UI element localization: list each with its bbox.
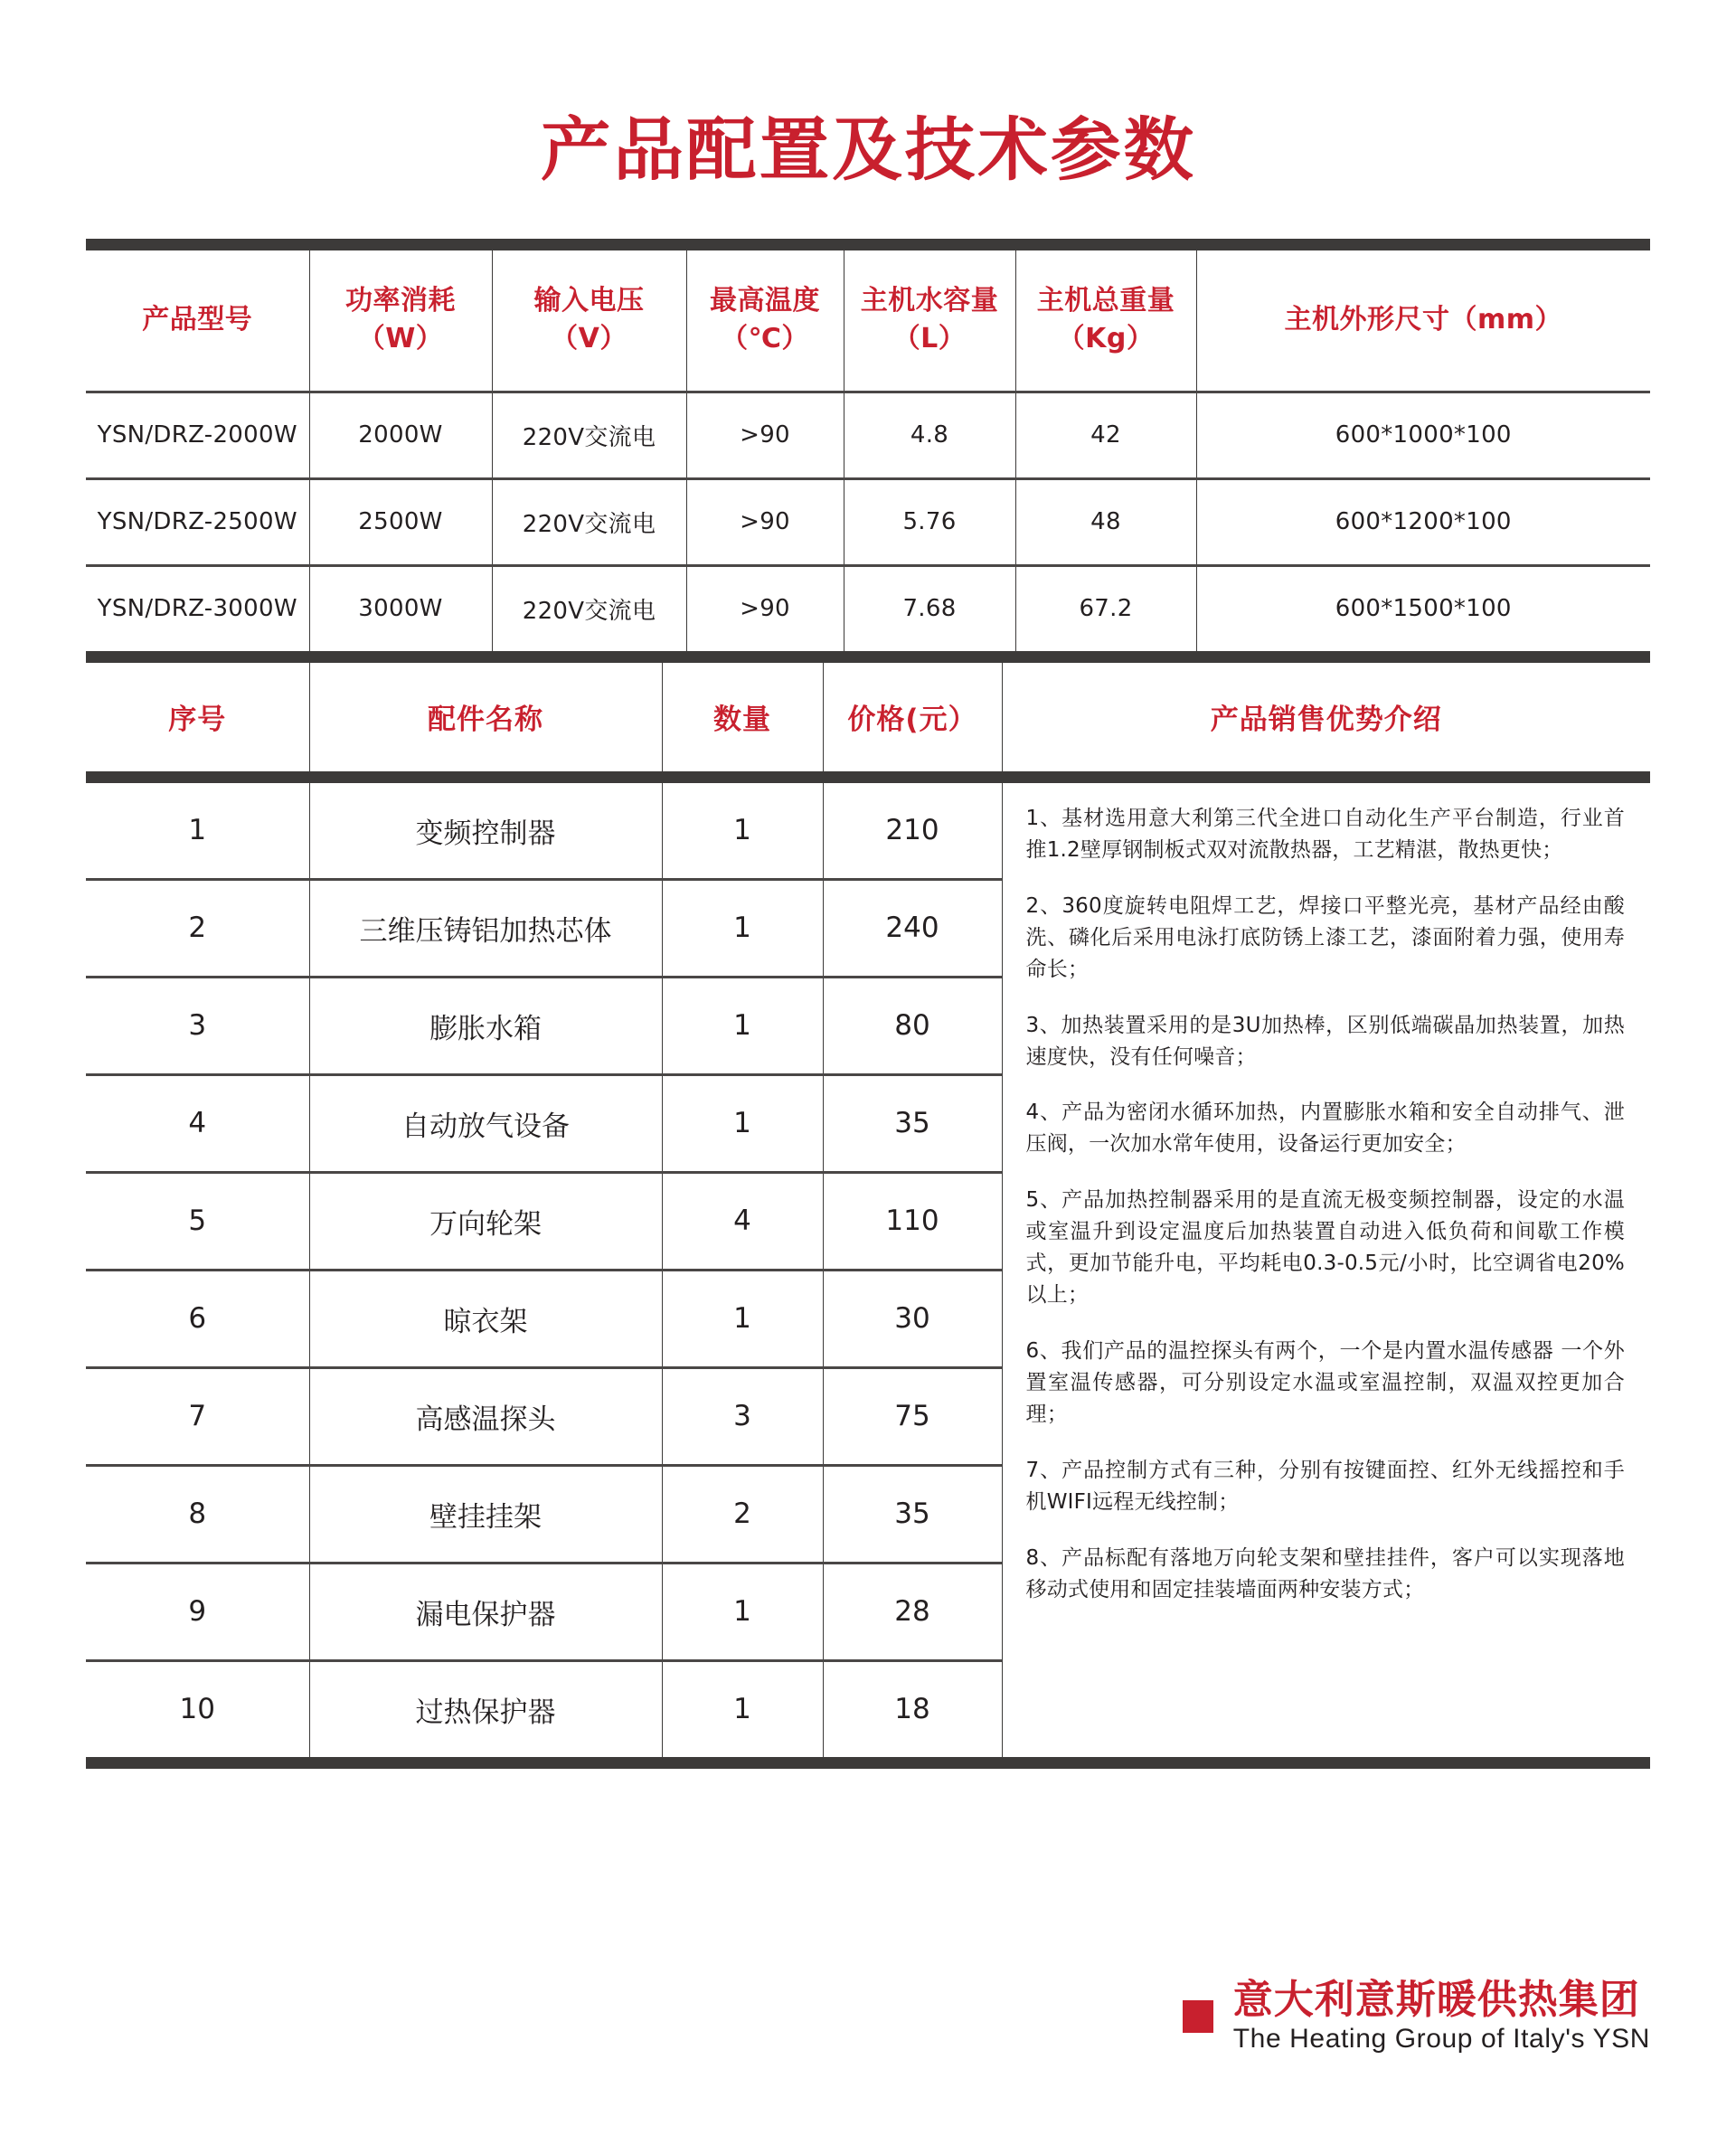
spec-cell-model: YSN/DRZ-2500W — [86, 480, 309, 564]
spec-cell-weight: 67.2 — [1015, 567, 1196, 651]
spec-cell-power: 2000W — [309, 393, 492, 477]
parts-header-index: 序号 — [86, 663, 309, 771]
parts-cell-qty: 3 — [662, 1369, 823, 1464]
logo-text-block — [1232, 1977, 1650, 2054]
table-row — [86, 783, 1650, 878]
parts-cell-qty: 1 — [662, 978, 823, 1073]
spec-table-body-3 — [86, 567, 1650, 651]
parts-cell-price: 210 — [823, 783, 1002, 878]
parts-cell-price: 240 — [823, 881, 1002, 976]
spec-table-top-rule — [86, 239, 1650, 250]
parts-cell-index: 7 — [86, 1369, 309, 1464]
parts-cell-name: 万向轮架 — [309, 1174, 662, 1269]
spec-table — [86, 250, 1650, 391]
spec-header-dimensions: 主机外形尺寸（mm） — [1196, 250, 1650, 391]
parts-cell-price: 110 — [823, 1174, 1002, 1269]
spec-cell-dimensions: 600*1000*100 — [1196, 393, 1650, 477]
spec-cell-water-capacity: 5.76 — [844, 480, 1015, 564]
parts-cell-price: 80 — [823, 978, 1002, 1073]
parts-cell-name: 高感温探头 — [309, 1369, 662, 1464]
advantage-item: 2、360度旋转电阻焊工艺，焊接口平整光亮，基材产品经由酸洗、磷化后采用电泳打底防锈上漆工艺，漆面附着力强，使用寿命长； — [1025, 893, 1625, 981]
parts-cell-name: 过热保护器 — [309, 1662, 662, 1757]
advantage-item: 3、加热装置采用的是3U加热棒，区别低端碳晶加热装置，加热速度快，没有任何噪音； — [1025, 1013, 1625, 1069]
spec-cell-model: YSN/DRZ-3000W — [86, 567, 309, 651]
parts-cell-name: 自动放气设备 — [309, 1076, 662, 1171]
parts-cell-qty: 1 — [662, 1076, 823, 1171]
parts-cell-qty: 1 — [662, 783, 823, 878]
spec-table-body-1 — [86, 393, 1650, 477]
spec-cell-voltage: 220V交流电 — [492, 480, 686, 564]
spec-cell-water-capacity: 7.68 — [844, 567, 1015, 651]
advantage-item: 4、产品为密闭水循环加热，内置膨胀水箱和安全自动排气、泄压阀，一次加水常年使用，设备运行更加安全； — [1025, 1101, 1625, 1157]
company-name-cn: 意大利意斯暖供热集团 — [1232, 1977, 1640, 2023]
parts-cell-qty: 1 — [662, 1564, 823, 1659]
parts-cell-index: 3 — [86, 978, 309, 1073]
spec-header-power: 功率消耗 （W） — [309, 250, 492, 391]
advantage-item: 6、我们产品的温控探头有两个，一个是内置水温传感器 一个外置室温传感器，可分别设定水温或室温控制，双温双控更加合理； — [1025, 1339, 1625, 1427]
spec-cell-max-temp: >90 — [686, 393, 844, 477]
parts-cell-price: 75 — [823, 1369, 1002, 1464]
parts-header-bottom-rule — [86, 771, 1650, 783]
advantage-item: 8、产品标配有落地万向轮支架和壁挂挂件，客户可以实现落地移动式使用和固定挂装墙面两种安装方式； — [1025, 1545, 1625, 1601]
table-row — [86, 393, 1650, 477]
table-row — [86, 480, 1650, 564]
parts-cell-price: 18 — [823, 1662, 1002, 1757]
parts-cell-index: 9 — [86, 1564, 309, 1659]
parts-cell-index: 5 — [86, 1174, 309, 1269]
spec-cell-voltage: 220V交流电 — [492, 393, 686, 477]
advantage-item: 1、基材选用意大利第三代全进口自动化生产平台制造，行业首推1.2壁厚钢制板式双对流散热器，工艺精湛，散热更快； — [1025, 806, 1625, 862]
parts-cell-name: 漏电保护器 — [309, 1564, 662, 1659]
parts-table-header — [86, 663, 1650, 771]
footer-logo — [1183, 1977, 1650, 2054]
spec-cell-weight: 48 — [1015, 480, 1196, 564]
spec-cell-model: YSN/DRZ-2000W — [86, 393, 309, 477]
parts-cell-qty: 1 — [662, 1271, 823, 1366]
spec-cell-power: 3000W — [309, 567, 492, 651]
spec-table-body-2 — [86, 480, 1650, 564]
spec-cell-voltage: 220V交流电 — [492, 567, 686, 651]
advantage-item: 5、产品加热控制器采用的是直流无极变频控制器，设定的水温或室温升到设定温度后加热装置自动进入低负荷和间歇工作模式，更加节能升电，平均耗电0.3-0.5元/小时，比空调省电20%以上； — [1025, 1188, 1625, 1308]
parts-cell-index: 4 — [86, 1076, 309, 1171]
spec-header-weight: 主机总重量 （Kg） — [1015, 250, 1196, 391]
parts-cell-index: 1 — [86, 783, 309, 878]
parts-cell-index: 10 — [86, 1662, 309, 1757]
spec-table-header-row — [86, 250, 1650, 391]
parts-table — [86, 783, 1650, 1757]
parts-header-price: 价格(元） — [823, 663, 1002, 771]
spec-cell-max-temp: >90 — [686, 480, 844, 564]
parts-cell-index: 6 — [86, 1271, 309, 1366]
spec-header-voltage: 输入电压 （V） — [492, 250, 686, 391]
parts-header-advantages: 产品销售优势介绍 — [1002, 663, 1650, 771]
parts-cell-qty: 1 — [662, 881, 823, 976]
spec-cell-weight: 42 — [1015, 393, 1196, 477]
parts-cell-qty: 4 — [662, 1174, 823, 1269]
company-name-en: The Heating Group of Italy's YSN — [1232, 2024, 1650, 2054]
advantage-item: 7、产品控制方式有三种，分别有按键面控、红外无线摇控和手机WIFI远程无线控制； — [1025, 1459, 1625, 1514]
spec-header-max-temp: 最高温度 （℃） — [686, 250, 844, 391]
parts-cell-qty: 2 — [662, 1467, 823, 1562]
parts-cell-price: 28 — [823, 1564, 1002, 1659]
page-title-container — [86, 0, 1650, 239]
spec-header-model: 产品型号 — [86, 250, 309, 391]
parts-header-name: 配件名称 — [309, 663, 662, 771]
parts-cell-price: 35 — [823, 1467, 1002, 1562]
spec-cell-dimensions: 600*1200*100 — [1196, 480, 1650, 564]
parts-cell-name: 膨胀水箱 — [309, 978, 662, 1073]
spec-header-water-capacity: 主机水容量 （L） — [844, 250, 1015, 391]
parts-cell-name: 晾衣架 — [309, 1271, 662, 1366]
page-title: 产品配置及技术参数 — [540, 109, 1196, 190]
parts-table-header-row — [86, 663, 1650, 771]
parts-cell-name: 变频控制器 — [309, 783, 662, 878]
parts-cell-index: 2 — [86, 881, 309, 976]
parts-cell-price: 30 — [823, 1271, 1002, 1366]
parts-cell-qty: 1 — [662, 1662, 823, 1757]
spec-cell-water-capacity: 4.8 — [844, 393, 1015, 477]
parts-cell-price: 35 — [823, 1076, 1002, 1171]
parts-cell-name: 壁挂挂架 — [309, 1467, 662, 1562]
parts-header-qty: 数量 — [662, 663, 823, 771]
advantages-cell — [1002, 783, 1650, 1757]
parts-cell-name: 三维压铸铝加热芯体 — [309, 881, 662, 976]
table-row — [86, 567, 1650, 651]
parts-table-bottom-rule — [86, 1757, 1650, 1769]
spec-cell-max-temp: >90 — [686, 567, 844, 651]
spec-cell-power: 2500W — [309, 480, 492, 564]
logo-square-icon — [1183, 2000, 1213, 2033]
parts-table-top-rule — [86, 651, 1650, 663]
spec-cell-dimensions: 600*1500*100 — [1196, 567, 1650, 651]
parts-cell-index: 8 — [86, 1467, 309, 1562]
